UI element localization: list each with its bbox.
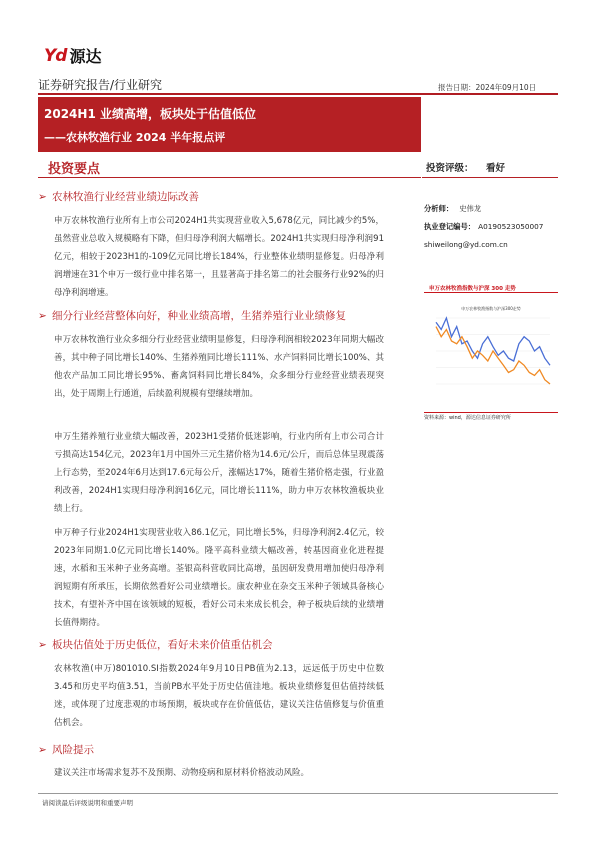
chart-source: 资料来源：wind，源达信息证券研究所 bbox=[424, 415, 511, 421]
brand-logo bbox=[44, 44, 102, 67]
bullet-heading-3 bbox=[38, 637, 421, 652]
analyst-row bbox=[424, 204, 481, 214]
line-chart bbox=[424, 296, 558, 411]
report-date: 报告日期：2024年09月10日 bbox=[438, 83, 537, 92]
chart-marks bbox=[436, 318, 550, 384]
header-divider bbox=[38, 93, 558, 95]
bullet-heading-4 bbox=[38, 742, 421, 757]
chart-top-rule bbox=[424, 292, 558, 293]
footer-note: 请阅读最后评级说明和重要声明 bbox=[42, 799, 133, 807]
bullet-title: 风险提示 bbox=[52, 744, 94, 756]
arrow-icon: ➢ bbox=[38, 744, 47, 756]
license-number: A0190523050007 bbox=[478, 222, 544, 231]
bullet-title: 细分行业经营整体向好，种业业绩高增，生猪养殖行业业绩修复 bbox=[52, 310, 346, 322]
report-title: 2024H1 业绩高增，板块处于估值低位 bbox=[44, 107, 256, 121]
chart-bottom-rule bbox=[424, 412, 558, 413]
analyst-email: shiweilong@yd.com.cn bbox=[424, 240, 508, 249]
license-row bbox=[424, 222, 543, 232]
paragraph-4: 申万种子行业2024H1实现营业收入86.1亿元，同比增长5%，归母净利润2.4亿元，较2023年同期1.0亿元同比增长140%。隆平高科业绩大幅改善，转基因商业化进程提速，水稻和玉米种子业务高增。荃银高科营收同比高增，虽因研发费用增加使归母净利润短期有所承压，长期依然看好公司业绩增长。康农种业在杂交玉米种子领域具备核心技术，有望补齐中国在该领域的短板，看好公司未来成长机会，种子板块后续的业绩增长值得期待。 bbox=[54, 528, 384, 628]
chart-area bbox=[424, 296, 558, 411]
rating-value: 看好 bbox=[486, 163, 506, 174]
chart-series-line-2 bbox=[436, 327, 550, 384]
license-label: 执业登记编号： bbox=[424, 222, 476, 231]
arrow-icon: ➢ bbox=[38, 310, 47, 322]
paragraph-2: 申万农林牧渔行业众多细分行业经营业绩明显修复，归母净利润相较2023年同期大幅改善，其中种子同比增长140%、生猪养殖同比增长111%、水产饲料同比增长100%、其他农产品加工同比增长95%、畜禽饲料同比增长84%，众多细分行业经营业绩表现突出，处于周期上行通道，后续盈利规模有望继续增加。 bbox=[54, 335, 384, 399]
paragraph-3: 申万生猪养殖行业业绩大幅改善，2023H1受猪价低迷影响，行业内所有上市公司合计亏损高达154亿元，2023年1月中国外三元生猪价格为14.6元/公斤，而后总体呈现震荡上行态势，至2024年6月达到17.6元每公斤，涨幅达17%，随着生猪价格走强，行业盈利改善，2024H1实现归母净利润16亿元，同比增长111%，助力申万农林牧渔板块业绩上行。 bbox=[54, 432, 384, 514]
rating-label: 投资评级： bbox=[426, 163, 474, 174]
section-heading-label: 投资要点 bbox=[48, 162, 101, 177]
analyst-name: 史伟龙 bbox=[459, 204, 482, 213]
footer-divider bbox=[38, 793, 558, 794]
chart-inner-title: 申万农林牧渔指数与沪深300走势 bbox=[461, 306, 521, 311]
report-category: 证券研究报告/行业研究 bbox=[38, 78, 163, 92]
arrow-icon: ➢ bbox=[38, 639, 47, 651]
paragraph-6: 建议关注市场需求复苏不及预期、动物疫病和原材料价格波动风险。 bbox=[54, 768, 310, 778]
analyst-label: 分析师： bbox=[424, 204, 454, 213]
section-heading bbox=[38, 157, 421, 178]
logo-mark: Yd bbox=[44, 45, 67, 66]
logo-text: 源达 bbox=[69, 47, 102, 66]
paragraph-5: 农林牧渔(申万)801010.SI指数2024年9月10日PB值为2.13，远远低于历史中位数3.45和历史平均值3.51，当前PB水平处于历史估值洼地。板块业绩修复但估值持续低迷，或体现了过度悲观的市场预期，板块或存在价值低估，建议关注估值修复与价值重估机会。 bbox=[54, 664, 384, 728]
title-band bbox=[38, 97, 421, 152]
bullet-heading-2 bbox=[38, 308, 421, 323]
chart-caption: 申万农林牧渔指数与沪深 300 走势 bbox=[429, 286, 516, 292]
bullet-title: 农林牧渔行业经营业绩边际改善 bbox=[52, 191, 199, 203]
report-subtitle: ——农林牧渔行业 2024 半年报点评 bbox=[44, 131, 226, 144]
arrow-icon: ➢ bbox=[38, 191, 47, 203]
bullet-heading-1 bbox=[38, 189, 421, 204]
rating-box bbox=[422, 157, 558, 178]
paragraph-1: 申万农林牧渔行业所有上市公司2024H1共实现营业收入5,678亿元，同比减少约5%，虽然营业总收入规模略有下降，但归母净利润大幅增长。2024H1共实现归母净利润91亿元，相较于2023H1的-109亿元同比增长184%，行业整体业绩明显修复。归母净利润增速在31个申万一级行业中排名第一，且显著高于排名第二的社会服务行业92%的归母净利润增速。 bbox=[54, 216, 384, 298]
bullet-title: 板块估值处于历史低位，看好未来价值重估机会 bbox=[52, 639, 273, 651]
